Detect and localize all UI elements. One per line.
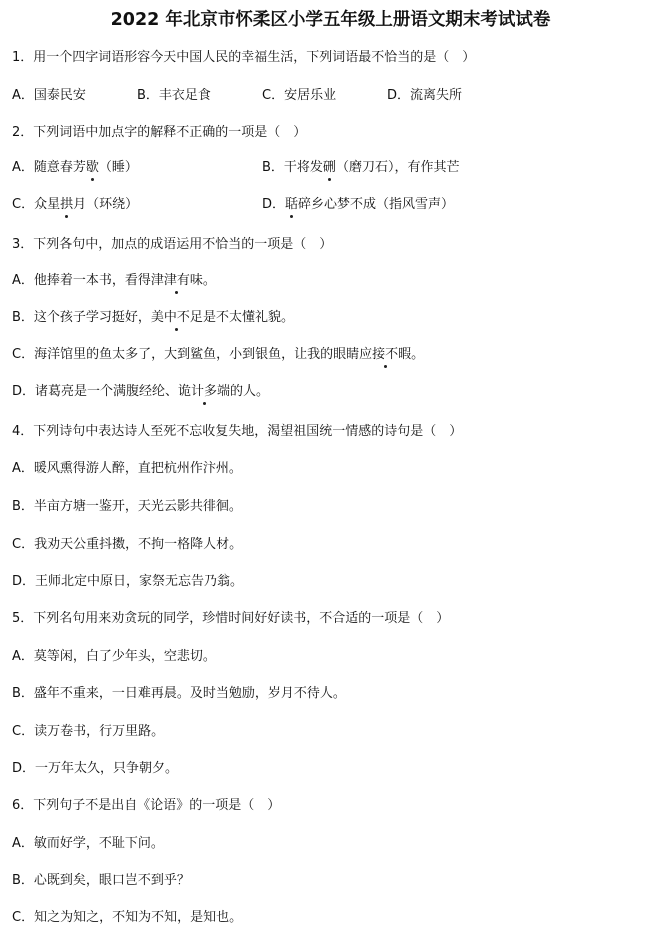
q1-option-a: A．国泰民安 — [12, 88, 86, 103]
q6-option-b: B．心既到矣，眼口岂不到乎？ — [12, 873, 190, 888]
q3-a-dotted-idiom: 津津有味 — [150, 273, 203, 288]
q1-option-c: C．安居乐业 — [262, 88, 337, 103]
q2-option-b — [262, 159, 459, 177]
q2-option-c — [12, 196, 138, 214]
q2-option-d — [262, 196, 454, 214]
q3-b-dotted-idiom: 美中不足 — [150, 310, 203, 325]
q3-b-end: 是不太懂礼貌。 — [202, 310, 294, 325]
q2-b-note: （磨刀石），有作其芒 — [335, 160, 460, 175]
q2-d-text: D． — [262, 197, 286, 212]
q5-option-b: B．盛年不重来，一日难再晨。及时当勉励，岁月不待人。 — [12, 686, 346, 701]
q3-option-a — [12, 272, 216, 290]
q3-d-text: D．诸葛亮是一个满腹经纶、 — [12, 384, 179, 399]
q4-option-a: A．暖风熏得游人醉，直把杭州作汴州。 — [12, 461, 242, 476]
q2-c-note: 月（环绕） — [73, 197, 139, 212]
q5-option-d: D．一万年太久，只争朝夕。 — [12, 761, 179, 776]
q5-option-c: C．读万卷书，行万里路。 — [12, 724, 165, 739]
q1-option-b: B．丰衣足食 — [137, 88, 211, 103]
q3-a-end: 。 — [202, 273, 216, 288]
q4-option-c: C．我劝天公重抖擞，不拘一格降人材。 — [12, 537, 243, 552]
q6-option-c: C．知之为知之，不知为不知，是知也。 — [12, 910, 243, 925]
q2-c-dotted-char: 拱 — [60, 197, 74, 212]
q3-option-b — [12, 309, 294, 327]
q2-b-text: B．干将发 — [262, 160, 323, 175]
q4-option-b: B．半亩方塘一鉴开，天光云影共徘徊。 — [12, 499, 242, 514]
q2-a-text: A．随意春芳 — [12, 160, 86, 175]
q2-b-dotted-char: 硎 — [322, 160, 336, 175]
q2-d-dotted-char: 聒 — [285, 197, 299, 212]
q2-c-text: C．众星 — [12, 197, 61, 212]
q1-option-d: D．流离失所 — [387, 88, 463, 103]
question-1-stem: 1．用一个四字词语形容今天中国人民的幸福生活，下列词语最不恰当的是（ ） — [12, 50, 476, 65]
question-6-stem: 6．下列句子不是出自《论语》的一项是（ ） — [12, 798, 281, 813]
question-5-stem: 5．下列名句用来劝贪玩的同学，珍惜时间好好读书，不合适的一项是（ ） — [12, 611, 450, 626]
question-2-stem: 2．下列词语中加点字的解释不正确的一项是（ ） — [12, 125, 307, 140]
question-3-stem: 3．下列各句中，加点的成语运用不恰当的一项是（ ） — [12, 237, 333, 252]
q3-d-dotted-idiom: 诡计多端 — [178, 384, 231, 399]
q3-option-c — [12, 346, 424, 364]
q4-option-d: D．王师北定中原日，家祭无忘告乃翁。 — [12, 574, 244, 589]
q5-option-a: A．莫等闲，白了少年头，空悲切。 — [12, 649, 216, 664]
q2-a-note: （睡） — [98, 160, 138, 175]
q3-c-text: C．海洋馆里的鱼太多了，大到鲨鱼，小到银鱼，让我的眼睛 — [12, 347, 360, 362]
q6-option-a: A．敏而好学，不耻下问。 — [12, 836, 164, 851]
q2-option-a — [12, 159, 138, 177]
question-4-stem: 4．下列诗句中表达诗人至死不忘收复失地，渴望祖国统一情感的诗句是（ ） — [12, 424, 463, 439]
q3-b-text: B．这个孩子学习挺好， — [12, 310, 151, 325]
q3-d-end: 的人。 — [230, 384, 270, 399]
page-title: 2022 年北京市怀柔区小学五年级上册语文期末考试试卷 — [110, 10, 551, 30]
q2-a-dotted-char: 歇 — [85, 160, 99, 175]
q3-option-d — [12, 383, 269, 401]
q2-d-note: 碎乡心梦不成（指风雪声） — [298, 197, 455, 212]
q3-c-end: 。 — [411, 347, 425, 362]
q3-a-text: A．他捧着一本书，看得 — [12, 273, 151, 288]
q3-c-dotted-idiom: 应接不暇 — [359, 347, 412, 362]
